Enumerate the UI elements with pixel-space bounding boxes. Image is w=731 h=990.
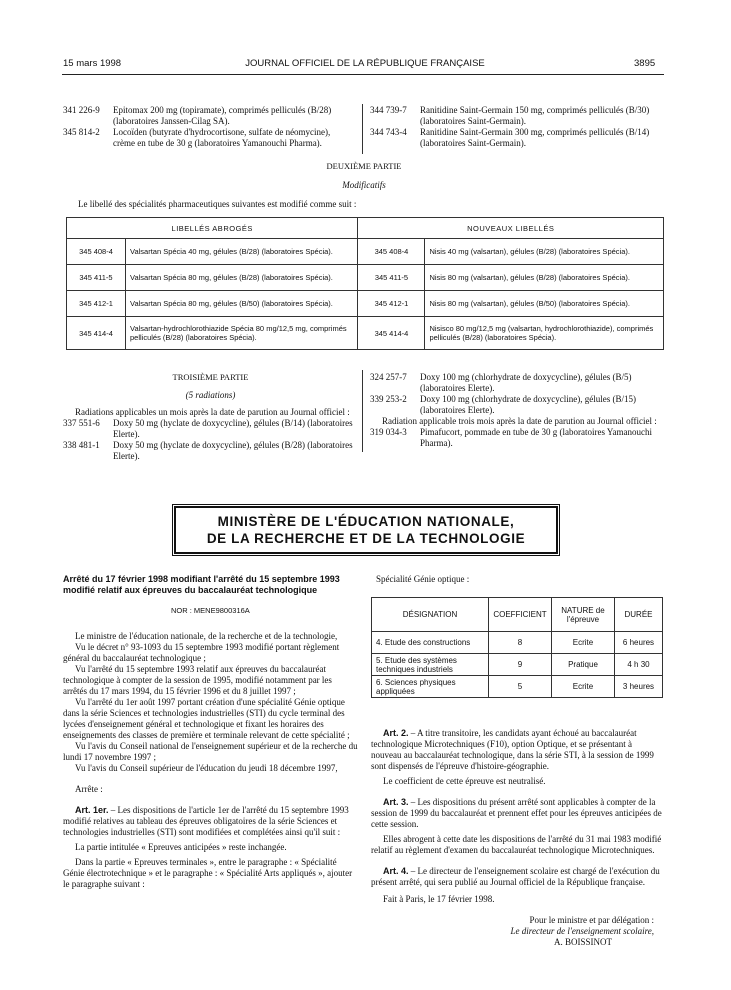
modification-table	[66, 217, 664, 350]
header-date: 15 mars 1998	[63, 58, 122, 69]
list-item: 337 551-6 Doxy 50 mg (hyclate de doxycycline), gélules (B/14) (laboratoires Elerte).	[63, 418, 353, 439]
list-item: 339 253-2 Doxy 100 mg (chlorhydrate de doxycycline), gélules (B/15) (laboratoires Elerte).	[370, 394, 636, 415]
part3-left-column	[63, 372, 358, 462]
part3-intro: Radiations applicables un mois après la date de parution au Journal officiel :	[75, 407, 350, 417]
article-3: Art. 3. – Les dispositions du présent arrêté sont applicables à compter de la session de 1999 du baccalauréat et prennent effet pour les épreuves anticipées de cette session.	[371, 797, 662, 829]
column-divider	[362, 104, 363, 154]
paragraph: Vu le décret n° 93-1093 du 15 septembre 1993 modifié portant règlement général du baccalauréat technologique ;	[63, 642, 340, 663]
top-right-column	[370, 105, 662, 149]
header-rule	[62, 74, 664, 75]
part3-subtitle: (5 radiations)	[185, 390, 236, 400]
part3-title: TROISIÈME PARTIE	[172, 372, 249, 382]
table-header: DURÉE	[615, 598, 663, 632]
article-4: Art. 4. – Le directeur de l'enseignement scolaire est chargé de l'exécution du présent arrêté, qui sera publié au Journal officiel de la République française.	[371, 866, 660, 887]
list-item: 324 257-7 Doxy 100 mg (chlorhydrate de doxycycline), gélules (B/5) (laboratoires Elerte).	[370, 372, 632, 393]
part2-title: DEUXIÈME PARTIE	[326, 161, 402, 171]
signature-line2: Le directeur de l'enseignement scolaire,	[510, 926, 654, 936]
list-item: 319 034-3 Pimafucort, pommade en tube de 30 g (laboratoires Yamanouchi Pharma).	[370, 427, 652, 448]
signature-line1: Pour le ministre et par délégation :	[529, 915, 654, 925]
paragraph: Elles abrogent à cette date les dispositions de l'arrêté du 31 mai 1983 modifié relatif au règlement d'examen du baccalauréat technologique Microtechniques.	[371, 834, 662, 855]
arrete-column	[63, 574, 358, 890]
table-row: 345 412-1 Valsartan Spécia 80 mg, gélules (B/50) (laboratoires Spécia). 345 412-1 Nisis 80 mg (valsartan), gélules (B/50) (laboratoires Spécia).	[67, 291, 664, 317]
part3-right-column	[370, 372, 662, 449]
table-header: NOUVEAUX LIBELLÉS	[358, 218, 664, 239]
part3-intro-right: Radiation applicable trois mois après la date de parution au Journal officiel :	[382, 416, 657, 426]
list-item: 344 739-7 Ranitidine Saint-Germain 150 mg, comprimés pelliculés (B/30) (laboratoires Saint-Germain).	[370, 105, 650, 126]
arrete-title: Arrêté du 17 février 1998 modifiant l'arrêté du 15 septembre 1993 modifié relatif aux épreuves du baccalauréat technologique	[63, 574, 340, 595]
articles-column	[371, 728, 664, 948]
column-divider	[362, 370, 363, 452]
table-row: 5. Etude des systèmes techniques industriels 9 Pratique 4 h 30	[372, 654, 663, 676]
signature-name: A. BOISSINOT	[553, 937, 612, 947]
header-page-number: 3895	[634, 58, 656, 69]
table-row: 4. Etude des constructions 8 Ecrite 6 heures	[372, 632, 663, 654]
signature-date: Fait à Paris, le 17 février 1998.	[383, 894, 495, 904]
specialite-table	[371, 597, 663, 698]
nor-reference: NOR : MENE9800316A	[171, 606, 250, 615]
part2-intro: Le libellé des spécialités pharmaceutiques suivantes est modifié comme suit :	[78, 199, 357, 209]
table-header: NATURE de l'épreuve	[552, 598, 615, 632]
table-header: LIBELLÉS ABROGÉS	[67, 218, 358, 239]
paragraph: La partie intitulée « Epreuves anticipées » reste inchangée.	[75, 842, 287, 852]
article-2: Art. 2. – A titre transitoire, les candidats ayant échoué au baccalauréat technologique Microtechniques (F10), option Optique, et se présentant à nouveau au baccalauréat technologique, dans la série STI, à la session de 1999 sont dispensés de l'épreuve d'histoire-géographie.	[371, 728, 654, 771]
list-item: 344 743-4 Ranitidine Saint-Germain 300 mg, comprimés pelliculés (B/14) (laboratoires Saint-Germain).	[370, 127, 650, 148]
article-1: Art. 1er. – Les dispositions de l'article 1er de l'arrêté du 15 septembre 1993 modifié relatives au tableau des épreuves obligatoires de la série Sciences et technologies industrielles (STI) sont modifiées et complétées ainsi qu'il suit :	[63, 805, 349, 837]
arrete-word: Arrête :	[75, 784, 103, 794]
paragraph: Dans la partie « Epreuves terminales », entre le paragraphe : « Spécialité Génie électrotechnique » et le paragraphe : « Spécialité Arts appliqués », ajouter le paragraphe suivant :	[63, 857, 353, 889]
paragraph: Vu l'avis du Conseil supérieur de l'éducation du jeudi 18 décembre 1997,	[75, 763, 338, 773]
list-item: 345 814-2 Locoïden (butyrate d'hydrocortisone, sulfate de néomycine), crème en tube de 30 g (laboratoires Yamanouchi Pharma).	[63, 127, 331, 148]
table-row: 345 414-4 Valsartan-hydrochlorothiazide Spécia 80 mg/12,5 mg, comprimés pelliculés (B/28) (laboratoires Spécia). 345 414-4 Nisisco 80 mg/12,5 mg (valsartan, hydrochlorothiazide), comprimés pelliculés (B/28) (laboratoires Spécia).	[67, 317, 664, 350]
top-left-column	[63, 105, 353, 149]
header-title: JOURNAL OFFICIEL DE LA RÉPUBLIQUE FRANÇAISE	[245, 58, 485, 69]
paragraph: Vu l'arrêté du 15 septembre 1993 relatif aux épreuves du baccalauréat technologique à compter de la session de 1995, modifié notamment par les arrêtés du 17 mars 1994, du 15 février 1996 et du 8 juillet 1997 ;	[63, 664, 332, 696]
table-header: DÉSIGNATION	[372, 598, 489, 632]
ministry-heading	[174, 506, 558, 554]
paragraph: Le coefficient de cette épreuve est neutralisé.	[383, 776, 546, 786]
list-item: 341 226-9 Epitomax 200 mg (topiramate), comprimés pelliculés (B/28) (laboratoires Janssen-Cilag SA).	[63, 105, 332, 126]
specialite-title: Spécialité Génie optique :	[376, 574, 470, 584]
table-header: COEFFICIENT	[489, 598, 552, 632]
table-row: 345 408-4 Valsartan Spécia 40 mg, gélules (B/28) (laboratoires Spécia). 345 408-4 Nisis 40 mg (valsartan), gélules (B/28) (laboratoires Spécia).	[67, 239, 664, 265]
table-row: 345 411-5 Valsartan Spécia 80 mg, gélules (B/28) (laboratoires Spécia). 345 411-5 Nisis 80 mg (valsartan), gélules (B/28) (laboratoires Spécia).	[67, 265, 664, 291]
paragraph: Le ministre de l'éducation nationale, de la recherche et de la technologie,	[75, 631, 338, 641]
paragraph: Vu l'arrêté du 1er août 1997 portant création d'une spécialité Génie optique dans la série Sciences et technologies industrielles (STI) du cycle terminal des lycées d'enseignement général et technologique et fixant les horaires des enseignements des classes de première et terminale relevant de cette spécialité ;	[63, 697, 350, 740]
table-row: 6. Sciences physiques appliquées 5 Ecrite 3 heures	[372, 676, 663, 698]
paragraph: Vu l'avis du Conseil national de l'enseignement supérieur et de la recherche du lundi 17 novembre 1997 ;	[63, 741, 358, 762]
part2-subtitle: Modificatifs	[342, 180, 386, 190]
ministry-line1: MINISTÈRE DE L'ÉDUCATION NATIONALE,	[217, 514, 515, 529]
ministry-line2: DE LA RECHERCHE ET DE LA TECHNOLOGIE	[206, 531, 526, 546]
list-item: 338 481-1 Doxy 50 mg (hyclate de doxycycline), gélules (B/28) (laboratoires Elerte).	[63, 440, 353, 461]
